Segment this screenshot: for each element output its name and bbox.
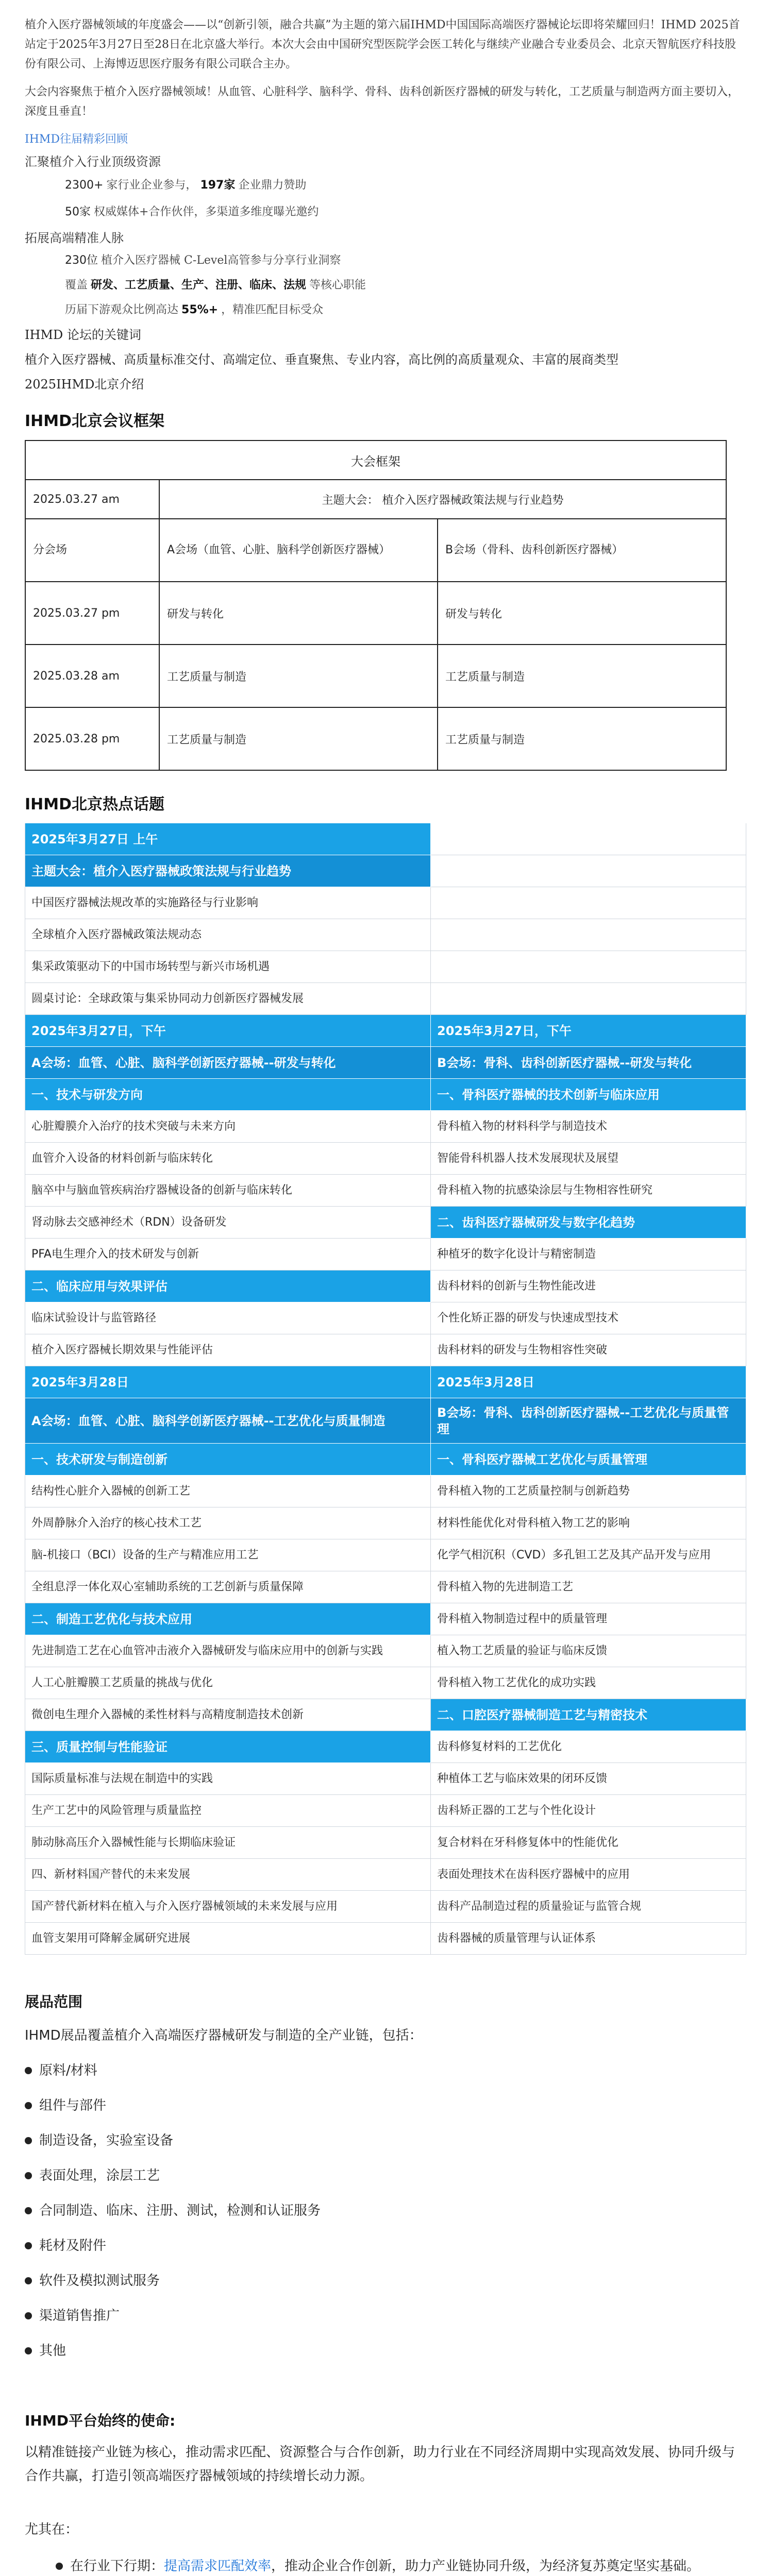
topic-item: 齿科修复材料的工艺优化: [431, 1731, 746, 1763]
stat-text: 植介入医疗器械 C-Level高管参与分享行业洞察: [101, 254, 341, 267]
stat-text: 覆盖: [65, 279, 88, 292]
framework-title: IHMD北京会议框架: [25, 412, 165, 430]
keyword-list: 植介入医疗器械、高质量标准交付、高端定位、垂直聚焦、专业内容，高比例的高质量观众、丰富的展商类型: [25, 352, 618, 367]
topic-item: 国产替代新材料在植入与介入医疗器械领域的未来发展与应用: [25, 1891, 431, 1923]
section-header: 一、技术研发与制造创新: [25, 1444, 431, 1476]
mission-highlight-link[interactable]: 提高需求匹配效率: [164, 2558, 272, 2574]
bullet-icon: [25, 2102, 32, 2109]
section-header: 三、质量控制与性能验证: [25, 1731, 431, 1763]
keyword-title: IHMD 论坛的关键词: [25, 328, 141, 342]
topic-item: 临床试验设计与监管路径: [25, 1302, 431, 1334]
topic-item: 微创电生理介入器械的柔性材料与高精度制造技术创新: [25, 1699, 431, 1731]
expand-row-1: [25, 248, 745, 273]
table-cell: 研发与转化: [438, 582, 726, 645]
scope-list: [25, 2053, 745, 2368]
stat-text: 历届下游观众比例高达: [65, 303, 179, 316]
empty-cell: [431, 983, 746, 1015]
table-cell: 工艺质量与制造: [438, 707, 726, 770]
section-header: 一、骨科医疗器械工艺优化与质量管理: [431, 1444, 746, 1476]
scope-item-label: 渠道销售推广: [39, 2308, 120, 2324]
intro-paragraph-1: 植介入医疗器械领域的年度盛会——以“创新引领，融合共赢”为主题的第六届IHMD中国国际高端医疗器械论坛即将荣耀回归！IHMD 2025首站定于2025年3月27日至28日在北京盛大举行。本次大会由中国研究型医院学会医工转化与继续产业融合专业委员会、北京天智航医疗科技股份有限公司、上海博迈思医疗服务有限公司联合主办。: [25, 19, 740, 71]
section-header: 二、齿科医疗器械研发与数字化趋势: [431, 1207, 746, 1239]
empty-cell: [431, 919, 746, 951]
topic-item: PFA电生理介入的技术研发与创新: [25, 1239, 431, 1270]
stat-number: 230位: [65, 254, 98, 267]
mission-list: [25, 2553, 745, 2576]
bullet-icon: [25, 2137, 32, 2144]
scope-item-label: 制造设备，实验室设备: [39, 2133, 174, 2148]
table-row: [25, 707, 726, 770]
topics-grid: [25, 823, 746, 1955]
bullet-icon: [56, 2563, 63, 2570]
topic-item: 复合材料在牙科修复体中的性能优化: [431, 1827, 746, 1859]
topic-item: 脑-机接口（BCI）设备的生产与精准应用工艺: [25, 1539, 431, 1571]
table-cell: 工艺质量与制造: [438, 645, 726, 707]
expand-row-2: [25, 273, 745, 298]
section-header: 一、技术与研发方向: [25, 1079, 431, 1111]
topic-item: 结构性心脏介入器械的创新工艺: [25, 1476, 431, 1507]
scope-item-label: 其他: [39, 2343, 66, 2359]
empty-cell: [431, 823, 746, 855]
topic-item: 全组息浮一体化双心室辅助系统的工艺创新与质量保障: [25, 1571, 431, 1603]
topic-item: 骨科植入物的抗感染涂层与生物相容性研究: [431, 1175, 746, 1207]
topic-item: 材料性能优化对骨科植入物工艺的影响: [431, 1507, 746, 1539]
table-cell: 2025.03.28 am: [25, 645, 159, 707]
section-header: 二、口腔医疗器械制造工艺与精密技术: [431, 1699, 746, 1731]
topic-item: 先进制造工艺在心血管冲击液介入器械研发与临床应用中的创新与实践: [25, 1635, 431, 1667]
stat-text: 企业鼎力赞助: [238, 179, 307, 192]
topic-item: 四、新材料国产替代的未来发展: [25, 1859, 431, 1891]
theme-header: B会场：骨科、齿科创新医疗器械--工艺优化与质量管理: [431, 1398, 746, 1444]
expand-row-3: [25, 298, 745, 323]
table-row: [25, 645, 726, 707]
empty-cell: [431, 887, 746, 919]
topic-item: 血管支架用可降解金属研究进展: [25, 1923, 431, 1955]
stat-bold: 研发、工艺质量、生产、注册、临床、法规: [91, 279, 307, 292]
scope-lead: IHMD展品覆盖植介入高端医疗器械研发与制造的全产业链，包括：: [25, 2028, 423, 2043]
topic-item: 中国医疗器械法规改革的实施路径与行业影响: [25, 887, 431, 919]
stat-text: ，精准匹配目标受众: [221, 303, 324, 316]
framework-table: [25, 440, 727, 771]
topic-item: 齿科材料的研发与生物相容性突破: [431, 1334, 746, 1366]
table-row: [25, 440, 726, 480]
table-cell: 工艺质量与制造: [159, 707, 438, 770]
scope-item-label: 原料/材料: [39, 2063, 97, 2078]
bullet-icon: [25, 2207, 32, 2214]
bullet-icon: [25, 2172, 32, 2179]
bullet-icon: [25, 2067, 32, 2074]
topic-item: 圆桌讨论：全球政策与集采协同动力创新医疗器械发展: [25, 983, 431, 1015]
stat-text: 家行业企业参与，: [106, 179, 197, 192]
scope-item: [25, 2228, 745, 2263]
bullet-icon: [25, 2347, 32, 2354]
scope-item-label: 表面处理，涂层工艺: [39, 2168, 160, 2183]
stat-bold: 55%+: [181, 303, 219, 316]
topic-item: 智能骨科机器人技术发展现状及展望: [431, 1143, 746, 1175]
stat-bold: 197家: [200, 179, 236, 192]
topic-item: 肺动脉高压介入器械性能与长期临床验证: [25, 1827, 431, 1859]
scope-item: [25, 2123, 745, 2158]
table-cell: 主题大会： 植介入医疗器械政策法规与行业趋势: [159, 480, 726, 519]
scope-item: [25, 2158, 745, 2193]
topic-item: 表面处理技术在齿科医疗器械中的应用: [431, 1859, 746, 1891]
scope-item-label: 耗材及附件: [39, 2238, 107, 2253]
bullet-icon: [25, 2242, 32, 2249]
bullet-icon: [25, 2277, 32, 2284]
date-header: 2025年3月27日，下午: [25, 1015, 431, 1047]
mission-text: ，推动企业合作创新，助力产业链协同升级，为经济复苏奠定坚实基础。: [271, 2558, 700, 2574]
topic-item: 化学气相沉积（CVD）多孔钽工艺及其产品开发与应用: [431, 1539, 746, 1571]
table-row: [25, 480, 726, 519]
especially-label: 尤其在：: [25, 2522, 79, 2537]
topics-title: IHMD北京热点话题: [25, 795, 165, 814]
stat-text: 等核心职能: [309, 279, 366, 292]
mission-text: 以精准链接产业链为核心，推动需求匹配、资源整合与合作创新，助力行业在不同经济周期中实现高效发展、协同升级与合作共赢，打造引领高端医疗器械领域的持续增长动力源。: [25, 2445, 735, 2484]
topic-item: 血管介入设备的材料创新与临床转化: [25, 1143, 431, 1175]
theme-header: B会场：骨科、齿科创新医疗器械--研发与转化: [431, 1047, 746, 1079]
expand-title: 拓展高端精准人脉: [25, 231, 124, 245]
stat-text: 权威媒体+合作伙伴，多渠道多维度曝光邀约: [94, 206, 319, 218]
mission-item: [56, 2553, 745, 2576]
scope-item: [25, 2333, 745, 2368]
table-row: [25, 519, 726, 582]
intro-2025-link[interactable]: 2025IHMD北京介绍: [25, 377, 144, 392]
mission-section: [25, 2410, 745, 2576]
topic-item: 种植体工艺与临床效果的闭环反馈: [431, 1763, 746, 1795]
stat-number: 50家: [65, 206, 91, 218]
past-review-link[interactable]: IHMD往届精彩回顾: [25, 133, 128, 146]
scope-item: [25, 2053, 745, 2088]
scope-section: [25, 1991, 745, 2368]
table-cell: 2025.03.27 pm: [25, 582, 159, 645]
table-cell: 2025.03.28 pm: [25, 707, 159, 770]
empty-cell: [431, 855, 746, 887]
table-cell: A会场（血管、心脏、脑科学创新医疗器械）: [159, 519, 438, 582]
topic-item: 齿科矫正器的工艺与个性化设计: [431, 1795, 746, 1827]
topic-item: 骨科植入物的材料科学与制造技术: [431, 1111, 746, 1143]
theme-header: A会场：血管、心脏、脑科学创新医疗器械--研发与转化: [25, 1047, 431, 1079]
section-header: 二、制造工艺优化与技术应用: [25, 1603, 431, 1635]
date-header: 2025年3月28日: [25, 1366, 431, 1398]
gather-row-2: [25, 199, 745, 226]
gather-title: 汇聚植介入行业顶级资源: [25, 155, 161, 169]
table-row: [25, 582, 726, 645]
section-header: 一、骨科医疗器械的技术创新与临床应用: [431, 1079, 746, 1111]
table-cell: 分会场: [25, 519, 159, 582]
mission-text: 在行业下行期：: [70, 2558, 164, 2574]
topic-item: 植入物工艺质量的验证与临床反馈: [431, 1635, 746, 1667]
scope-item-label: 组件与部件: [39, 2098, 107, 2113]
scope-item: [25, 2088, 745, 2123]
table-cell: B会场（骨科、齿科创新医疗器械）: [438, 519, 726, 582]
date-header: 2025年3月27日，下午: [431, 1015, 746, 1047]
date-header: 2025年3月27日 上午: [25, 823, 431, 855]
intro-paragraph-2: 大会内容聚焦于植介入医疗器械领域！从血管、心脏科学、脑科学、骨科、齿科创新医疗器械的研发与转化，工艺质量与制造两方面主要切入， 深度且垂直！: [25, 86, 740, 118]
topic-item: 人工心脏瓣膜工艺质量的挑战与优化: [25, 1667, 431, 1699]
scope-title: 展品范围: [25, 1993, 83, 2010]
topic-item: 骨科植入物工艺优化的成功实践: [431, 1667, 746, 1699]
topic-item: 心脏瓣膜介入治疗的技术突破与未来方向: [25, 1111, 431, 1143]
topic-item: 骨科植入物的先进制造工艺: [431, 1571, 746, 1603]
topic-item: 齿科器械的质量管理与认证体系: [431, 1923, 746, 1955]
empty-cell: [431, 951, 746, 983]
mission-title: IHMD平台始终的使命:: [25, 2412, 176, 2429]
topic-item: 外周静脉介入治疗的核心技术工艺: [25, 1507, 431, 1539]
topic-item: 齿科材料的创新与生物性能改进: [431, 1270, 746, 1302]
theme-header: A会场：血管、心脏、脑科学创新医疗器械--工艺优化与质量制造: [25, 1398, 431, 1444]
gather-row-1: [25, 172, 745, 199]
table-header: 大会框架: [25, 440, 726, 480]
table-cell: 工艺质量与制造: [159, 645, 438, 707]
topic-item: 骨科植入物制造过程中的质量管理: [431, 1603, 746, 1635]
topic-item: 个性化矫正器的研发与快速成型技术: [431, 1302, 746, 1334]
stat-number: 2300+: [65, 179, 104, 192]
table-cell: 研发与转化: [159, 582, 438, 645]
intro-section: [25, 15, 745, 397]
topic-item: 集采政策驱动下的中国市场转型与新兴市场机遇: [25, 951, 431, 983]
topic-item: 全球植介入医疗器械政策法规动态: [25, 919, 431, 951]
section-header: 二、临床应用与效果评估: [25, 1270, 431, 1302]
scope-item: [25, 2298, 745, 2333]
topic-item: 骨科植入物的工艺质量控制与创新趋势: [431, 1476, 746, 1507]
topic-item: 生产工艺中的风险管理与质量监控: [25, 1795, 431, 1827]
bullet-icon: [25, 2312, 32, 2319]
scope-item-label: 合同制造、临床、注册、测试，检测和认证服务: [39, 2203, 321, 2218]
topic-item: 脑卒中与脑血管疾病治疗器械设备的创新与临床转化: [25, 1175, 431, 1207]
scope-item-label: 软件及模拟测试服务: [39, 2273, 160, 2289]
topic-item: 国际质量标准与法规在制造中的实践: [25, 1763, 431, 1795]
theme-header: 主题大会：植介入医疗器械政策法规与行业趋势: [25, 855, 431, 887]
table-cell: 2025.03.27 am: [25, 480, 159, 519]
topic-item: 种植牙的数字化设计与精密制造: [431, 1239, 746, 1270]
scope-item: [25, 2263, 745, 2298]
topic-item: 植介入医疗器械长期效果与性能评估: [25, 1334, 431, 1366]
date-header: 2025年3月28日: [431, 1366, 746, 1398]
scope-item: [25, 2193, 745, 2228]
topic-item: 齿科产品制造过程的质量验证与监管合规: [431, 1891, 746, 1923]
topic-item: 肾动脉去交感神经术（RDN）设备研发: [25, 1207, 431, 1239]
